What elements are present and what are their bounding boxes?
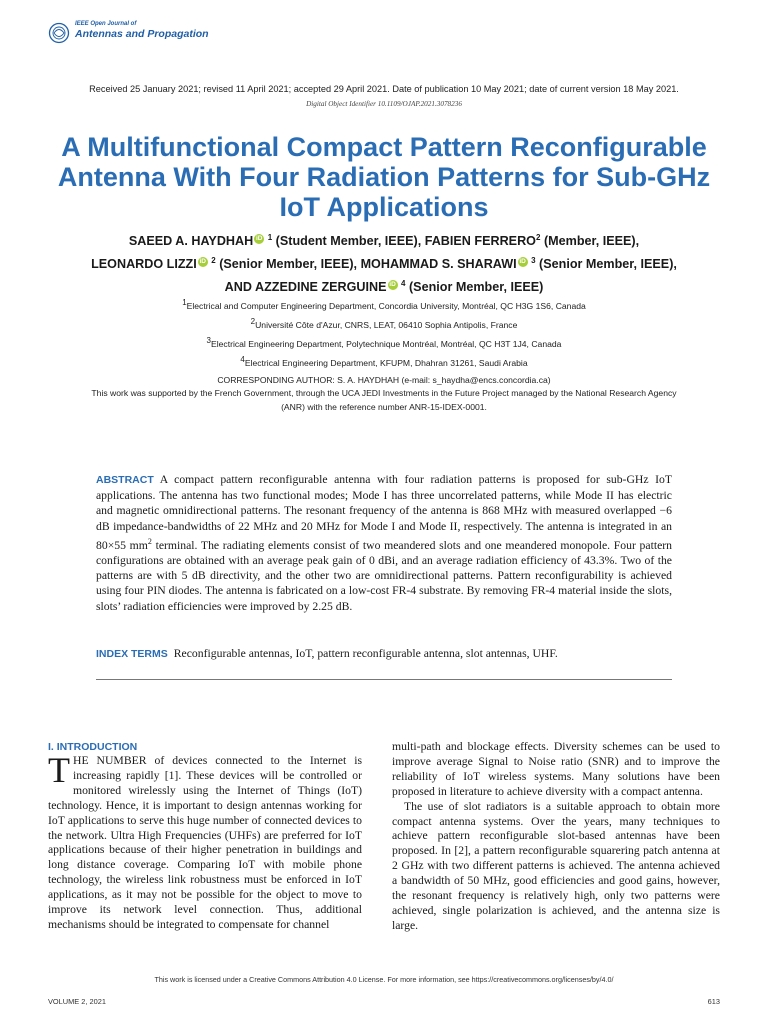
- license-notice: This work is licensed under a Creative Commons Attribution 4.0 License. For more information, see https://creativecommons.org/licenses/by/4.0/: [154, 975, 614, 984]
- body-column-left: [48, 740, 362, 933]
- affiliation-text: Université Côte d'Azur, CNRS, LEAT, 06410 Sophia Antipolis, France: [255, 320, 518, 331]
- funding-statement: This work was supported by the French Government, through the UCA JEDI Investments in the Future Project managed by the National Research Agency (ANR) with the reference number ANR-15-IDEX-0001.: [91, 388, 677, 412]
- page-number: 613: [707, 997, 720, 1006]
- index-terms: [96, 646, 672, 662]
- publication-dates: Received 25 January 2021; revised 11 April 2021; accepted 29 April 2021. Date of publication 10 May 2021; date of current version 18 May 2021.: [89, 84, 679, 94]
- author-role: (Senior Member, IEEE),: [539, 257, 677, 272]
- affiliation-sup: 2: [535, 233, 541, 242]
- intro-text: of devices connected to the Internet is increasing rapidly [1]. These devices will be controlled or monitored wirelessly using the Internet of Things (IoT) technology. Hence, it is important to design antennas working for IoT applications to serve this huge number of connected devices to the network. Ultra High Frequencies (UHFs) are preferred for IoT applications because of their higher penetration in buildings and long distance coverage. Comparing IoT with mobile phone technology, the wireless link robustness must be enforced in IoT applications, as it may not be possible for the object to move to improve its network level connection. Thus, additional mechanisms should be integrated to compensate for channel: [48, 754, 362, 931]
- doi-line: Digital Object Identifier 10.1109/OJAP.2021.3078236: [306, 100, 462, 108]
- affiliation-line: [0, 352, 768, 371]
- affiliation-sup: 3: [206, 336, 211, 346]
- affiliation-sup: 4: [401, 279, 406, 289]
- affiliations: [0, 295, 768, 388]
- affiliation-text: Electrical and Computer Engineering Department, Concordia University, Montréal, QC H3G 1S6, Canada: [186, 300, 586, 311]
- author-name: FABIEN FERRERO: [424, 234, 536, 249]
- affiliation-line: [0, 314, 768, 333]
- abstract-label: ABSTRACT: [96, 474, 154, 486]
- affiliation-sup: 1: [182, 298, 187, 307]
- body-paragraph: multi-path and blockage effects. Diversity schemes can be used to improve average Signal to Noise ratio (SNR) and to improve the reliability of IoT wireless systems. Many solutions have been proposed in literature to achieve diversity with a compact antenna.: [392, 740, 720, 798]
- author-role: (Student Member, IEEE),: [275, 234, 422, 249]
- author-name: SAEED A. HAYDHAH: [128, 234, 254, 249]
- section-divider: [96, 679, 672, 680]
- author-role: (Senior Member, IEEE),: [219, 257, 358, 272]
- index-terms-text: Reconfigurable antennas, IoT, pattern reconfigurable antenna, slot antennas, UHF.: [173, 647, 558, 660]
- drop-cap: T: [48, 750, 70, 790]
- orcid-icon[interactable]: iD: [199, 258, 206, 266]
- author-name: LEONARDO LIZZI: [91, 257, 197, 272]
- affiliation-sup: 2: [250, 317, 256, 327]
- journal-name: Antennas and Propagation: [75, 28, 209, 40]
- abstract-text: A compact pattern reconfigurable antenna with four radiation patterns is proposed for sub-GHz IoT applications. The antenna has two functional modes; Mode I has three uncorrelated patterns, while Mode II has electric and magnetic omnidirectional patterns. The resonant frequency of the antenna is 868 MHz with measured overlapped −6 dB impedance-bandwidths of 22 MHz and 20 MHz for Mode I and Mode II, respectively. The antenna is integrated in an 80×55 mm: [96, 473, 672, 552]
- journal-logo-icon: [48, 22, 70, 44]
- author-name: MOHAMMAD S. SHARAWI: [360, 257, 517, 272]
- abstract-text-cont: terminal. The radiating elements consist of two meandered slots and one meandered monopole. Four pattern configurations are obtained with an average peak gain of 0 dBi, and an average radiation efficiency of 43.3%. Two of the patterns are with 5 dB directivity, and the other two are omnidirectional patterns. Pattern reconfigurability is achieved using four PIN diodes. The antenna is fabricated on a low-cost FR-4 substrate. By removing FR-4 material inside the slots, slots’ radiation efficiencies were improved by 2.25 dB.: [96, 538, 672, 613]
- section-heading: I. INTRODUCTION: [48, 741, 138, 753]
- intro-paragraph: [48, 750, 362, 933]
- orcid-icon[interactable]: iD: [519, 258, 526, 266]
- corresponding-author: CORRESPONDING AUTHOR: S. A. HAYDHAH (e-mail: s_haydha@encs.concordia.ca): [217, 374, 551, 385]
- affiliation-sup: 3: [531, 256, 536, 266]
- affiliation-text: Electrical Engineering Department, KFUPM, Dhahran 31261, Saudi Arabia: [244, 358, 528, 369]
- volume-label: VOLUME 2, 2021: [48, 997, 106, 1006]
- author-role: (Senior Member, IEEE): [408, 280, 544, 295]
- affiliation-sup: 1: [267, 233, 273, 242]
- author-list: [30, 228, 738, 298]
- journal-series-label: IEEE Open Journal of: [75, 21, 137, 27]
- affiliation-sup: 2: [211, 256, 216, 266]
- orcid-icon[interactable]: iD: [255, 235, 263, 242]
- intro-lead: HE NUMBER: [73, 754, 147, 767]
- body-paragraph: The use of slot radiators is a suitable approach to obtain more compact antenna systems. Over the years, many techniques to achieve pattern reconfigurable slot-based antennas have been proposed. In [2], a pattern reconfigurable squarering patch antenna at 2 GHz with two different patterns is achieved. The antenna achieved a bandwidth of 50 MHz, good efficiencies and good gains, however, the resonant frequency is relatively high, only two patterns were achieved, single polarization is achieved, and the antenna size is large.: [392, 799, 720, 932]
- paper-title: A Multifunctional Compact Pattern Reconfigurable Antenna With Four Radiation Patterns for Sub-GHz IoT Applications: [57, 132, 711, 222]
- affiliation-sup: 4: [240, 355, 245, 365]
- body-column-right: [392, 740, 720, 934]
- author-role: (Member, IEEE),: [543, 234, 640, 249]
- abstract-sup: 2: [147, 536, 152, 546]
- affiliation-text: Electrical Engineering Department, Polytechnique Montréal, Montréal, QC H3T 1J4, Canada: [210, 339, 562, 350]
- affiliation-line: [0, 333, 768, 352]
- abstract: [96, 472, 672, 614]
- affiliation-line: [0, 295, 768, 314]
- orcid-icon[interactable]: iD: [389, 281, 396, 289]
- author-name: AND AZZEDINE ZERGUINE: [224, 280, 387, 295]
- index-terms-label: INDEX TERMS: [96, 648, 168, 660]
